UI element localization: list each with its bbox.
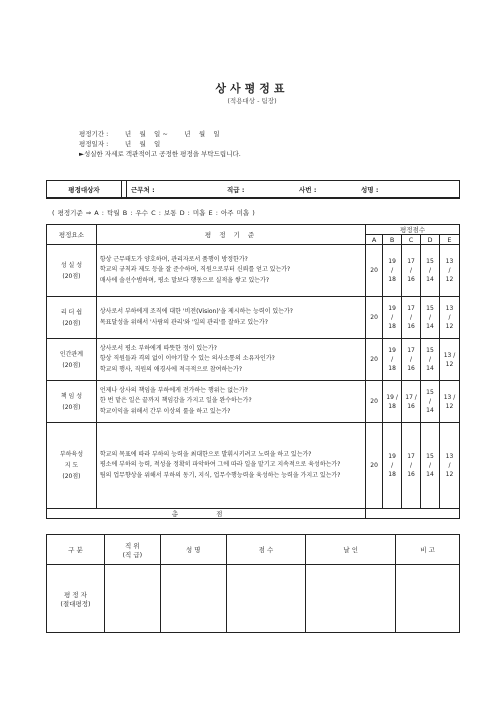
score-a[interactable]: 20 bbox=[366, 423, 383, 509]
grade-c-header: C bbox=[402, 235, 421, 245]
criterion: 학교의 규칙과 제도 등을 잘 준수하며, 직원으로부터 신뢰를 얻고 있는가? bbox=[99, 266, 291, 274]
element-sincerity bbox=[47, 245, 97, 297]
employee-id-field: 사번 : bbox=[299, 185, 317, 194]
criterion: 팀의 업무향상을 위해서 부하의 동기, 지식, 업무수행능력을 육성하는 능력을 가지고 있는가? bbox=[99, 471, 341, 479]
score-c[interactable]: 17 / 16 bbox=[402, 245, 421, 297]
criterion: 목표달성을 위해서 '사람의 관리'와 '일의 관리'를 잘하고 있는가? bbox=[99, 318, 268, 326]
score-b[interactable]: 19 / 18 bbox=[383, 245, 402, 297]
score-a[interactable]: 20 bbox=[366, 297, 383, 339]
table-row bbox=[47, 423, 460, 509]
name-field[interactable] bbox=[160, 565, 226, 633]
score-a[interactable]: 20 bbox=[366, 381, 383, 423]
dept-field: 근무처 : bbox=[131, 185, 155, 194]
score-c[interactable]: 17 / 16 bbox=[402, 297, 421, 339]
criteria-cell bbox=[96, 339, 365, 381]
evaluation-date: 평정일자 : 년 월 일 bbox=[79, 140, 161, 148]
table-row bbox=[47, 297, 460, 339]
criterion: 한 번 맡은 일은 끝까지 책임감을 가지고 일을 완수하는가? bbox=[99, 397, 252, 405]
grade-d-header: D bbox=[421, 235, 440, 245]
evaluator-label bbox=[47, 565, 105, 633]
evaluation-table bbox=[46, 224, 460, 519]
element-leadership bbox=[47, 297, 97, 339]
score-d[interactable]: 15 / 14 bbox=[421, 381, 440, 423]
evaluatee-label: 평정대상자 bbox=[47, 181, 122, 197]
element-development bbox=[47, 423, 97, 509]
header-name: 성 명 bbox=[160, 535, 226, 565]
table-row bbox=[47, 381, 460, 423]
score-c[interactable]: 17 / 16 bbox=[402, 423, 421, 509]
score-e[interactable]: 13 / 12 bbox=[439, 423, 459, 509]
score-b[interactable]: 19 / 18 bbox=[383, 381, 402, 423]
header-position bbox=[104, 535, 160, 565]
table-row bbox=[47, 245, 460, 297]
criterion: 언제나 상사의 책임을 부하에게 전가하는 행위는 없는가? bbox=[99, 386, 248, 394]
criteria-cell bbox=[96, 297, 365, 339]
position-field[interactable] bbox=[104, 565, 160, 633]
header-position-line2: (직 급) bbox=[122, 550, 143, 559]
total-row bbox=[47, 509, 460, 519]
intro-block bbox=[79, 129, 241, 159]
element-points: (20점) bbox=[62, 361, 81, 369]
criteria-cell bbox=[96, 381, 365, 423]
seal-field[interactable] bbox=[306, 565, 396, 633]
criterion: 학교의 목표에 따라 부하의 능력을 최대한으로 발휘시키려고 노력을 하고 있는가? bbox=[99, 450, 312, 458]
criterion: 매사에 솔선수범하며, 평소 말보다 행동으로 실적을 쌓고 있는가? bbox=[99, 276, 270, 284]
element-name: 성 실 성 bbox=[60, 261, 83, 269]
header-score: 평정점수 bbox=[366, 225, 460, 235]
header-position-line1: 직 위 bbox=[124, 541, 140, 550]
grading-legend: ( 평정기준 ⇒ A : 탁월 B : 우수 C : 보통 D : 미흡 E : 아주 미흡 ) bbox=[52, 209, 255, 217]
page-title: 상사평정표 bbox=[215, 82, 289, 95]
score-b[interactable]: 19 / 18 bbox=[383, 297, 402, 339]
score-d[interactable]: 15 / 14 bbox=[421, 297, 440, 339]
score-b[interactable]: 19 / 18 bbox=[383, 423, 402, 509]
criterion: 상사로서 평소 부하에게 따뜻한 정이 있는가? bbox=[99, 344, 217, 352]
element-name: 책 임 성 bbox=[60, 392, 83, 400]
page-subtitle: (적용대상 - 팀장) bbox=[227, 97, 277, 105]
remarks-field[interactable] bbox=[396, 565, 460, 633]
header-element: 평정요소 bbox=[47, 225, 97, 245]
rank-field: 직급 : bbox=[227, 185, 245, 194]
header-score: 점 수 bbox=[226, 535, 306, 565]
element-name: 부하육성 bbox=[59, 451, 84, 458]
element-name: 인간관계 bbox=[59, 350, 84, 358]
grade-a-header: A bbox=[366, 235, 383, 245]
score-d[interactable]: 15 / 14 bbox=[421, 423, 440, 509]
score-a[interactable]: 20 bbox=[366, 339, 383, 381]
header-criteria: 평 정 기 준 bbox=[96, 225, 365, 245]
element-points: (20점) bbox=[62, 272, 81, 280]
criteria-cell bbox=[96, 423, 365, 509]
score-e[interactable]: 13 / 12 bbox=[439, 381, 459, 423]
score-e[interactable]: 13 / 12 bbox=[439, 297, 459, 339]
table-row bbox=[47, 339, 460, 381]
header-seal: 날 인 bbox=[306, 535, 396, 565]
evaluation-period: 평정기간 : 년 월 일 ~ 년 월 일 bbox=[79, 130, 220, 138]
score-c[interactable]: 17 / 16 bbox=[402, 339, 421, 381]
element-name-line2: 지 도 bbox=[64, 462, 79, 469]
total-label: 총 점 bbox=[47, 509, 366, 519]
score-field[interactable] bbox=[226, 565, 306, 633]
evaluator-label-line1: 평 정 자 bbox=[63, 590, 87, 599]
header-remarks: 비 고 bbox=[396, 535, 460, 565]
score-b[interactable]: 19 / 18 bbox=[383, 339, 402, 381]
table-row bbox=[47, 565, 460, 633]
criterion: 상사로서 부하에게 조직에 대한 '비전(Vision)'을 제시하는 능력이 있는가? bbox=[99, 308, 293, 315]
score-d[interactable]: 15 / 14 bbox=[421, 245, 440, 297]
criteria-cell bbox=[96, 245, 365, 297]
header-category: 구 분 bbox=[47, 535, 105, 565]
criterion: 평소에 부하의 능력, 적성을 정확히 파악하여 그에 따라 일을 맡기고 지속적으로 육성하는가? bbox=[99, 461, 341, 469]
score-e[interactable]: 13 / 12 bbox=[439, 245, 459, 297]
grade-e-header: E bbox=[439, 235, 459, 245]
total-score-field[interactable] bbox=[366, 509, 460, 519]
score-e[interactable]: 13 / 12 bbox=[439, 339, 459, 381]
element-relations bbox=[47, 339, 97, 381]
criterion: 항상 직원들과 격의 없이 이야기할 수 있는 의사소통의 소유자인가? bbox=[99, 355, 275, 363]
score-a[interactable]: 20 bbox=[366, 245, 383, 297]
element-points: (20점) bbox=[62, 473, 81, 480]
notice-text: ►성실한 자세로 객관적이고 공정한 평정을 부탁드립니다. bbox=[79, 150, 241, 158]
criterion: 학교의 행사, 직원의 애경사에 적극적으로 참여하는가? bbox=[99, 365, 243, 373]
evaluatee-info-bar bbox=[46, 180, 460, 199]
criterion: 항상 근무태도가 양호하며, 관리자로서 품행이 방정한가? bbox=[99, 255, 248, 263]
criterion: 학교이익을 위해서 간부 이상의 룰을 하고 있는가? bbox=[99, 407, 231, 415]
element-responsibility bbox=[47, 381, 97, 423]
element-points: (20점) bbox=[62, 403, 81, 411]
score-c[interactable]: 17 / 16 bbox=[402, 381, 421, 423]
score-d[interactable]: 15 / 14 bbox=[421, 339, 440, 381]
element-name: 리 더 쉽 bbox=[60, 308, 83, 316]
evaluator-label-line2: (절대평정) bbox=[60, 599, 91, 608]
element-points: (20점) bbox=[62, 319, 81, 327]
evaluator-sign-table bbox=[46, 534, 460, 633]
grade-b-header: B bbox=[383, 235, 402, 245]
name-field: 성명 : bbox=[361, 185, 379, 194]
